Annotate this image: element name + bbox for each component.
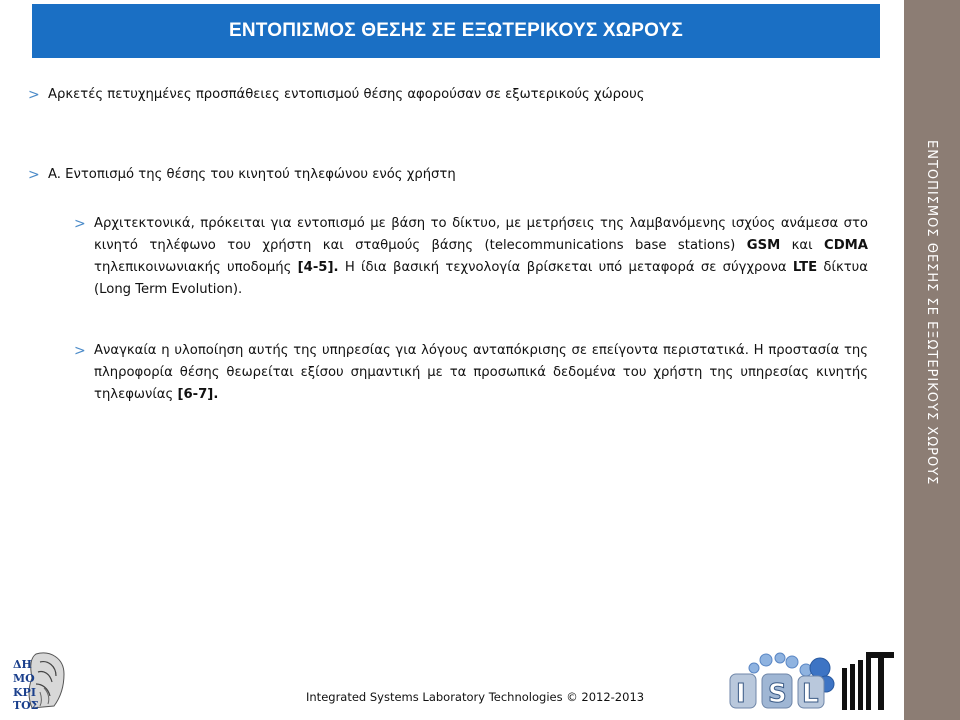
- bullet-marker-icon: >: [74, 343, 86, 359]
- text-bold-ref: [4-5].: [297, 260, 339, 275]
- footer-text: Integrated Systems Laboratory Technologies © 2012-2013: [306, 690, 645, 704]
- text-segment: Αρχιτεκτονικά, πρόκειται για εντοπισμό με βάση το δίκτυο, με μετρήσεις της λαμβανόμενης ισχύος ανάμεσα στο κινητό τηλέφωνο του χρήστη και σταθμούς βάσης (telecommunications base stations): [94, 216, 868, 253]
- ipt-logo: [840, 650, 896, 712]
- bullet-1: [28, 84, 888, 106]
- text-bold-ref: [6-7].: [177, 387, 219, 402]
- text-bold-gsm: GSM: [746, 238, 781, 253]
- sub-bullet-1: [74, 213, 874, 301]
- text-segment: δίκτυα (Long Term Evolution).: [94, 260, 868, 297]
- text-segment: Αναγκαία η υλοποίηση αυτής της υπηρεσίας για λόγους ανταπόκρισης σε επείγοντα περιστατικά. Η προστασία της πληροφορία θέσης θεωρείται εξίσου σημαντική με τα προσωπικά δεδομένα του χρήστη της υπηρεσίας κινητής τηλεφωνίας: [94, 343, 868, 402]
- democritus-logo: [10, 648, 72, 712]
- text-segment: Η ίδια βασική τεχνολογία βρίσκεται υπό μεταφορά σε σύγχρονα: [338, 260, 793, 275]
- text-bold-lte: LTE: [792, 260, 818, 275]
- text-segment: τηλεπικοινωνιακής υποδομής: [94, 260, 298, 275]
- side-title: ΕΝΤΟΠΙΣΜΟΣ ΘΕΣΗΣ ΣΕ ΕΞΩΤΕΡΙΚΟΥΣ ΧΩΡΟΥΣ: [924, 140, 939, 486]
- svg-text:ΤΟΣ: ΤΟΣ: [13, 699, 39, 712]
- sub-bullet-2-text: [94, 340, 868, 406]
- logo-letters: ΔΗ: [13, 658, 32, 671]
- bullet-1-text: Αρκετές πετυχημένες προσπάθειες εντοπισμού θέσης αφορούσαν σε εξωτερικούς χώρους: [48, 87, 645, 102]
- bullet-marker-icon: >: [28, 87, 40, 103]
- isl-letter-i: I: [736, 679, 746, 709]
- svg-text:ΜΟ: ΜΟ: [13, 672, 35, 685]
- bullet-2-text: A. Εντοπισμό της θέσης του κινητού τηλεφώνου ενός χρήστη: [48, 167, 456, 182]
- sub-bullet-2: [74, 340, 874, 406]
- text-segment: και: [780, 238, 825, 253]
- bullet-marker-icon: >: [28, 167, 40, 183]
- sub-bullet-1-text: [94, 213, 868, 301]
- title-bar: [32, 4, 880, 58]
- svg-text:ΚΡΙ: ΚΡΙ: [13, 686, 36, 699]
- side-bar: [904, 0, 960, 720]
- isl-letter-s: S: [768, 679, 787, 709]
- bullet-2: [28, 164, 888, 186]
- slide-title: ΕΝΤΟΠΙΣΜΟΣ ΘΕΣΗΣ ΣΕ ΕΞΩΤΕΡΙΚΟΥΣ ΧΩΡΟΥΣ: [228, 20, 684, 41]
- isl-letter-l: L: [802, 679, 819, 709]
- isl-logo: [726, 650, 836, 716]
- text-bold-cdma: CDMA: [824, 238, 869, 253]
- bullet-marker-icon: >: [74, 216, 86, 232]
